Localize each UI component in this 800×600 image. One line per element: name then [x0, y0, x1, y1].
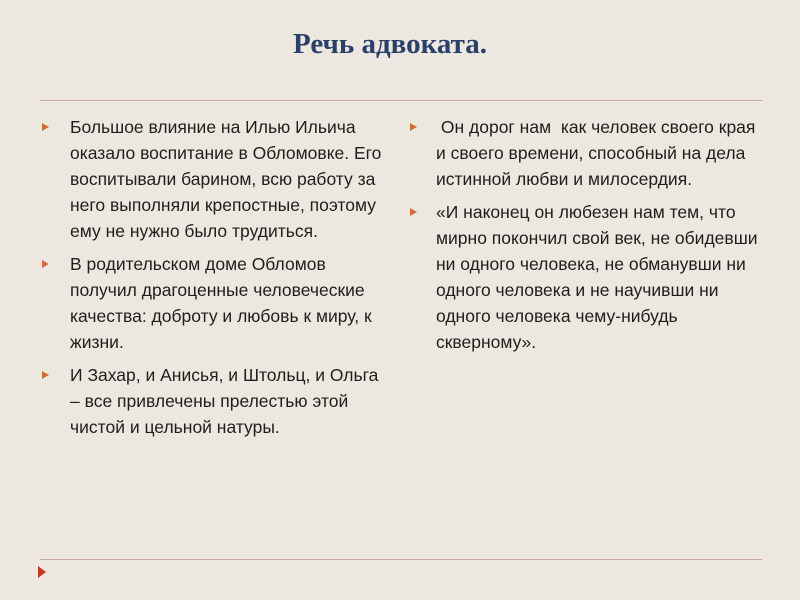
triangle-bullet-icon: [42, 371, 49, 379]
list-item: [40, 251, 385, 355]
right-column: [410, 114, 765, 362]
list-item-text: И Захар, и Анисья, и Штольц, и Ольга – все привлечены прелестью этой чистой и цельной натуры.: [70, 365, 379, 437]
left-column: [40, 114, 385, 447]
list-item-text: «И наконец он любезен нам тем, что мирно покончил свой век, не обидевши ни одного человека, не обманувши ни одного человека и не научивши ни одного человека чему-нибудь скверному».: [436, 202, 758, 352]
list-item-text: Он дорог нам как человек своего края и своего времени, способный на дела истинной любви и милосердия.: [436, 117, 761, 189]
list-item: [410, 114, 765, 192]
triangle-bullet-icon: [42, 260, 49, 268]
list-item-text: В родительском доме Обломов получил драгоценные человеческие качества: доброту и любовь к миру, к жизни.: [70, 254, 372, 352]
top-divider: [40, 100, 762, 101]
right-bullet-list: [410, 114, 765, 355]
slide-title: Речь адвоката.: [293, 28, 487, 60]
left-bullet-list: [40, 114, 385, 440]
list-item-text: Большое влияние на Илью Ильича оказало воспитание в Обломовке. Его воспитывали барином, всю работу за него выполняли крепостные, поэтому ему не нужно было трудиться.: [70, 117, 382, 241]
triangle-bullet-icon: [410, 123, 417, 131]
bottom-divider: [40, 559, 762, 560]
next-slide-arrow-icon[interactable]: [38, 566, 46, 578]
triangle-bullet-icon: [410, 208, 417, 216]
list-item: [40, 114, 385, 244]
triangle-bullet-icon: [42, 123, 49, 131]
list-item: [410, 199, 765, 355]
list-item: [40, 362, 385, 440]
